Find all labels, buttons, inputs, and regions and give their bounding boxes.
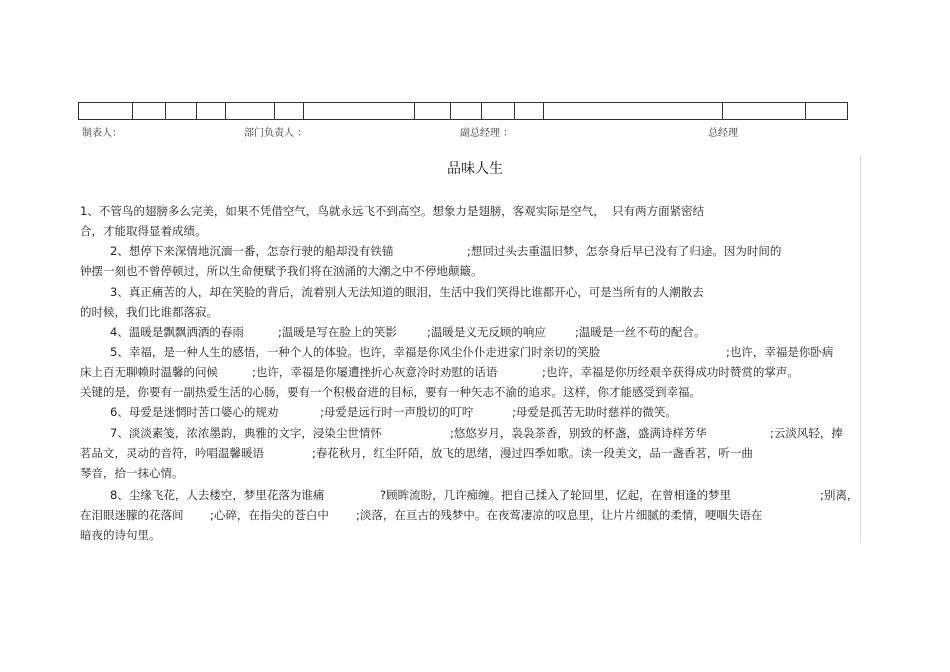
text-line [80,305,218,319]
text-line [80,446,753,460]
text-line [80,508,763,522]
text-segment: ;也许，幸福是你卧病 [726,345,834,359]
text-line [80,528,161,542]
text-segment: ?顾眸流盼，几许痴缠。把自己揉入了轮回里，忆起，在曾相逢的梦里 [380,488,732,502]
text-line [110,426,843,440]
text-segment: 2、想停下来深情地沉湎一番，怎奈行驶的船却没有铁锚 [110,244,394,258]
grid-cell [133,103,166,120]
header-grid-table [78,102,848,120]
grid-cell [515,103,544,120]
text-segment: ;淡落，在亘古的残梦中。在夜莺凄凉的叹息里，让片片细腻的柔情，哽咽失语在 [356,508,763,522]
text-segment: 茗品文，灵动的音符，吟唱温馨暖语 [80,446,264,460]
dept-head-label: 部门负责人 ： [244,128,308,139]
text-segment: 的时候，我们比谁都落寂。 [80,305,218,319]
page-title: 品味人生 [447,161,503,177]
text-line [80,365,799,379]
grid-cell [415,103,451,120]
text-segment: ;温暖是义无反顾的响应 [427,325,546,339]
text-segment: 4、温暖是飘飘洒洒的春雨 [110,325,244,339]
text-segment: ;悠悠岁月，袅袅茶香，别致的杯盏，盛满诗样芳华 [450,426,707,440]
text-segment: 合，才能取得显着成绩。 [80,224,207,238]
text-segment: 暗夜的诗句里。 [80,528,161,542]
text-segment: ;别离， [820,488,859,502]
text-segment: ;春花秋月，红尘阡陌，放飞的思绪，漫过四季如歌。读一段美文，品一盏香茗，听一曲 [312,446,753,460]
grid-cell [275,103,304,120]
text-segment: 6、母爱是迷惘时苦口婆心的规劝 [110,405,279,419]
text-segment: ;温暖是一丝不苟的配合。 [575,325,706,339]
text-segment: ;云淡风轻，捧 [770,426,843,440]
text-line [110,345,834,359]
grid-cell [197,103,226,120]
grid-cell [226,103,275,120]
margin-line [860,155,861,543]
text-segment: ;温暖是写在脸上的笑影 [278,325,397,339]
text-line [80,264,483,278]
text-line [110,325,706,339]
text-segment: 琴音，拾一抹心情。 [80,466,184,480]
text-segment: 床上百无聊赖时温馨的问候 [80,365,218,379]
grid-cell [79,103,133,120]
grid-cell [544,103,723,120]
text-segment: 8、尘缘飞花，人去楼空，梦里花落为谁痛 [110,488,325,502]
deputy-gm-label: 副总经理 ： [460,128,514,139]
text-segment: ;也许，幸福是你屡遭挫折心灰意冷时劝慰的话语 [252,365,498,379]
text-segment: 5、幸福，是一种人生的感悟，一种个人的体验。也许，幸福是你风尘仆仆走进家门时亲切的笑脸 [110,345,601,359]
text-line [110,405,677,419]
text-line [80,224,207,238]
text-segment: ;母爱是孤苦无助时慈祥的微笑。 [512,405,677,419]
text-segment: ;心碎，在指尖的苍白中 [210,508,329,522]
text-segment: 3、真正痛苦的人，却在笑脸的背后，流着别人无法知道的眼泪，生活中我们笑得比谁都开心，可是当所有的人潮散去 [110,285,704,299]
text-segment: ;想回过头去重温旧梦，怎奈身后早已没有了归途。因为时间的 [467,244,782,258]
preparer-label: 制表人： [82,128,122,139]
text-segment: ;也许，幸福是你历经艰辛获得成功时赞赏的掌声。 [542,365,799,379]
text-segment: 钟摆一刻也不曾停顿过，所以生命便赋予我们将在汹涌的大潮之中不停地颠簸。 [80,264,483,278]
grid-cell [166,103,197,120]
text-segment: 关键的是，你要有一副热爱生活的心肠，要有一个积极奋进的目标，要有一种矢志不渝的追求。这样，你才能感受到幸福。 [80,385,701,399]
text-line [110,488,859,502]
grid-cell [304,103,415,120]
grid-cell [482,103,515,120]
text-line [80,204,704,218]
text-segment: 1、不管鸟的翅膀多么完美，如果不凭借空气，鸟就永远飞不到高空。想象力是翅膀，客观实际是空气， 只有两方面紧密结 [80,204,705,218]
grid-cell [806,103,848,120]
text-segment: 在泪眼迷朦的花落间 [80,508,184,522]
grid-cell [451,103,482,120]
text-line [110,285,704,299]
text-segment: 7、淡淡素笺，浓浓墨韵，典雅的文字，浸染尘世情怀 [110,426,382,440]
text-segment: ;母爱是远行时一声殷切的叮咛 [320,405,474,419]
text-line [80,466,184,480]
grid-cell [723,103,806,120]
text-line [80,385,701,399]
text-line [110,244,782,258]
gm-label: 总经理 [708,128,738,139]
